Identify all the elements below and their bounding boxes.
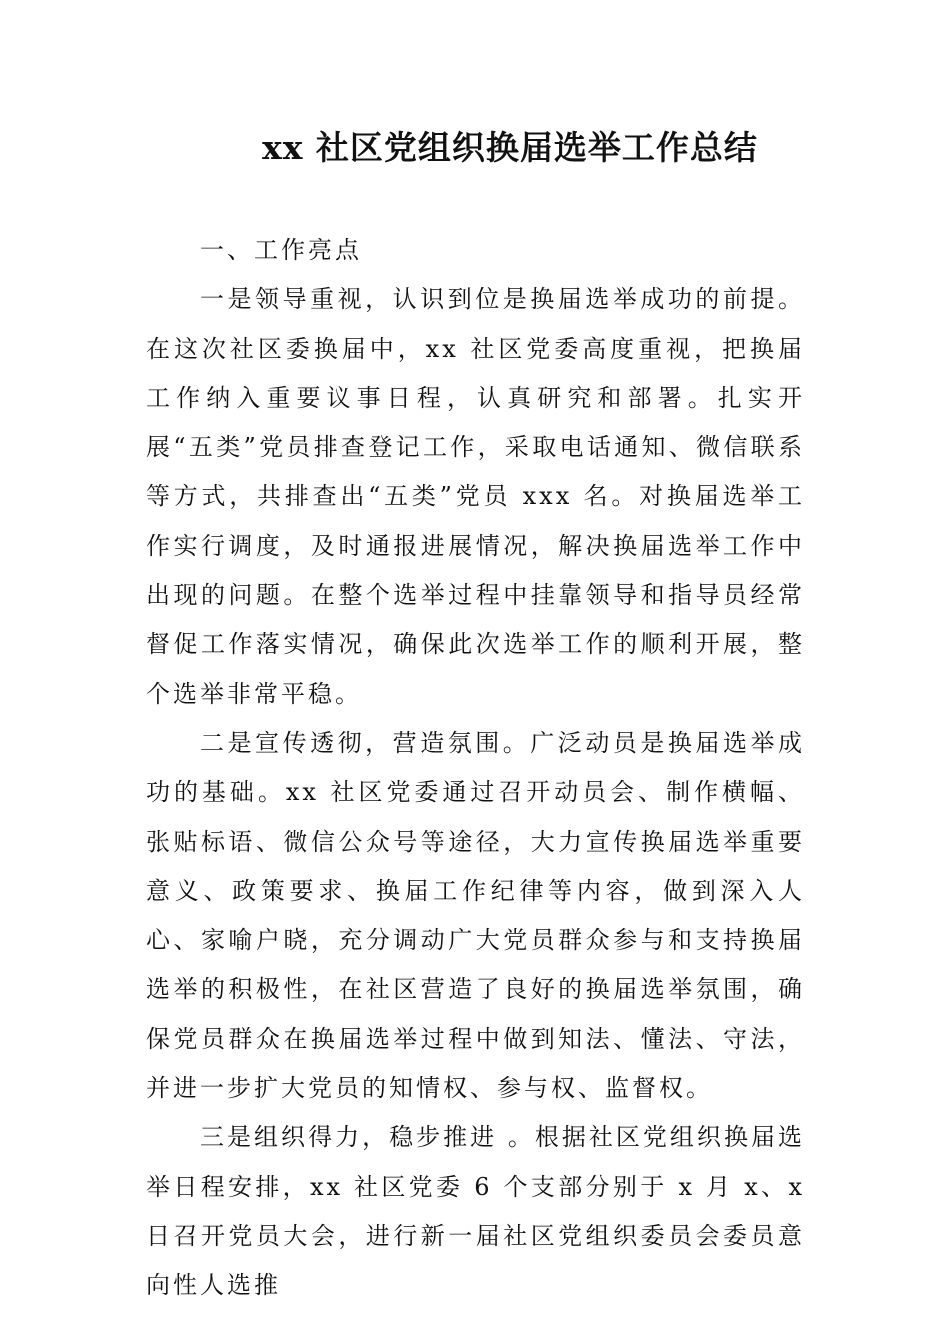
paragraph-leadership: 一是领导重视，认识到位是换届选举成功的前提。在这次社区委换届中，xx 社区党委高度重视，把换届工作纳入重要议事日程，认真研究和部署。扎实开展“五类”党员排查登记工作，采取电话通知、微信联系等方式，共排查出“五类”党员 xxx 名。对换届选举工作实行调度，及时通报进展情况，解决换届选举工作中出现的问题。在整个选举过程中挂靠领导和指导员经常督促工作落实情况，确保此次选举工作的顺利开展，整个选举非常平稳。 [146,285,805,708]
section-heading: 一、工作亮点 [200,236,362,264]
document-title: xx 社区党组织换届选举工作总结 [262,128,758,167]
paragraph-publicity: 二是宣传透彻，营造氛围。广泛动员是换届选举成功的基础。xx 社区党委通过召开动员会、制作横幅、张贴标语、微信公众号等途径，大力宣传换届选举重要意义、政策要求、换届工作纪律等内容，做到深入人心、家喻户晓，充分调动广大党员群众参与和支持换届选举的积极性，在社区营造了良好的换届选举氛围，确保党员群众在换届选举过程中做到知法、懂法、守法，并进一步扩大党员的知情权、参与权、监督权。 [146,728,805,1103]
paragraph-organization: 三是组织得力，稳步推进 。根据社区党组织换届选举日程安排，xx 社区党委 6 个支部分别于 x 月 x、x 日召开党员大会，进行新一届社区党组织委员会委员意向性人选推 [146,1123,805,1300]
document-body [146,226,805,1311]
